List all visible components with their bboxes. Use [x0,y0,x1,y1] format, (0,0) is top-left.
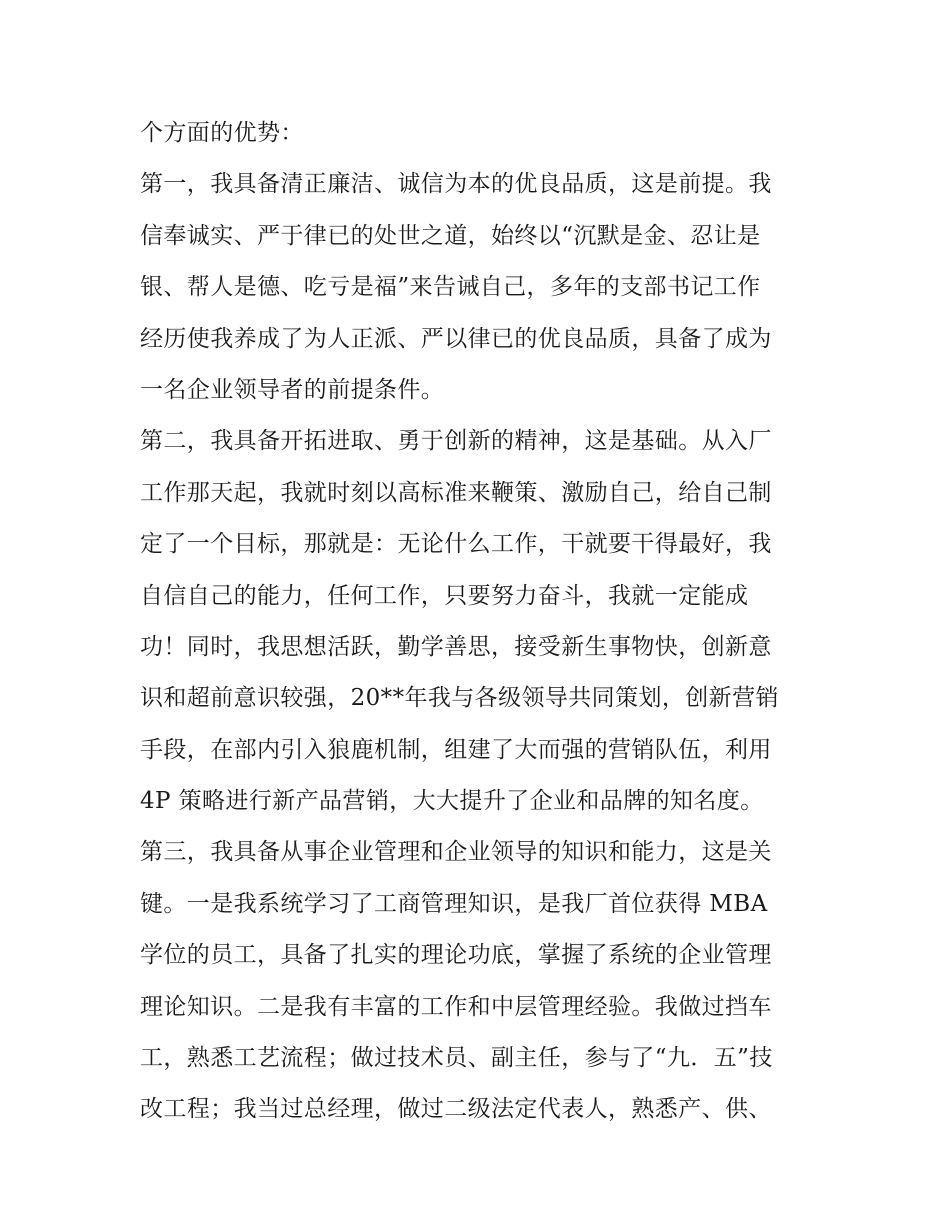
text-line: 个方面的优势： [140,120,304,146]
text-line: 一名企业领导者的前提条件。 [140,376,445,403]
text-line: 银、帮人是德、吃亏是福”来告诫自己，多年的支部书记工作 [140,274,761,301]
text-line: 工作那天起，我就时刻以高标准来鞭策、激励自己，给自己制 [140,479,772,506]
text-line: 手段，在部内引入狼鹿机制，组建了大而强的营销队伍，利用 [140,736,772,763]
text-line: 第一，我具备清正廉洁、诚信为本的优良品质，这是前提。我 [140,171,772,198]
text-line: 工，熟悉工艺流程；做过技术员、副主任，参与了“九．五”技 [140,1045,773,1072]
text-line: 功！同时，我思想活跃，勤学善思，接受新生事物快，创新意 [140,633,772,660]
text-line: 第二，我具备开拓进取、勇于创新的精神，这是基础。从入厂 [140,428,772,455]
text-line: 4P 策略进行新产品营销，大大提升了企业和品牌的知名度。 [140,788,764,815]
document-body [140,108,820,1136]
text-line: 理论知识。二是我有丰富的工作和中层管理经验。我做过挡车 [140,993,772,1020]
text-line: 识和超前意识较强，20**年我与各级领导共同策划，创新营销 [140,685,779,712]
text-line: 学位的员工，具备了扎实的理论功底，掌握了系统的企业管理 [140,942,772,969]
text-line: 改工程；我当过总经理，做过二级法定代表人，熟悉产、供、 [140,1096,772,1123]
text-line: 键。一是我系统学习了工商管理知识，是我厂首位获得 MBA [140,890,768,917]
text-line: 信奉诚实、严于律已的处世之道，始终以“沉默是金、忍让是 [140,222,761,249]
text-line: 自信自己的能力，任何工作，只要努力奋斗，我就一定能成 [140,582,749,609]
text-line: 定了一个目标，那就是：无论什么工作，干就要干得最好，我 [140,531,772,558]
text-line: 经历使我养成了为人正派、严以律已的优良品质，具备了成为 [140,325,772,352]
text-line: 第三，我具备从事企业管理和企业领导的知识和能力，这是关 [140,839,772,866]
